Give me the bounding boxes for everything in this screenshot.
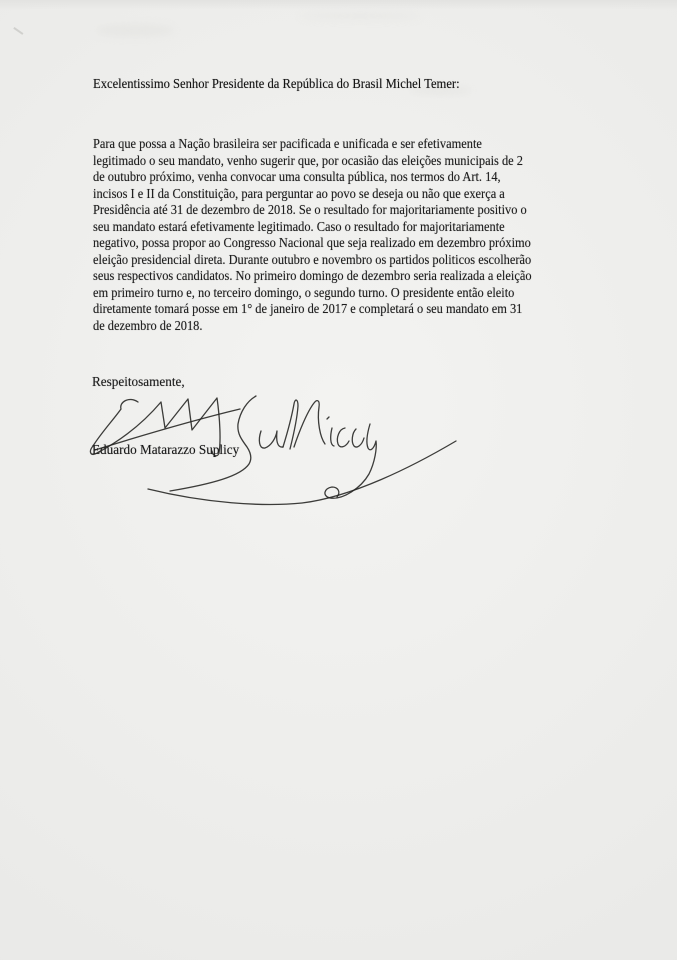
body-line: negativo, possa propor ao Congresso Nacional que seja realizado em dezembro próximo — [93, 235, 531, 251]
body-line: seu mandato estará efetivamente legitimado. Caso o resultado for majoritariamente — [93, 218, 505, 234]
body-line: eleição presidencial direta. Durante outubro e novembro os partidos politicos escolherão — [93, 251, 532, 267]
body-line: de dezembro de 2018. — [93, 318, 203, 334]
body-line: Para que possa a Nação brasileira ser pacificada e unificada e ser efetivamente — [93, 136, 482, 151]
body-line: Presidência até 31 de dezembro de 2018. Se o resultado for majoritariamente positivo o — [93, 202, 527, 218]
body-line: em primeiro turno e, no terceiro domingo, o segundo turno. O presidente então eleito — [93, 284, 515, 300]
salutation-line: Excelentissimo Senhor Presidente da República do Brasil Michel Temer: — [93, 76, 460, 91]
body-line: de outubro próximo, venha convocar uma consulta pública, nos termos do Art. 14, — [93, 169, 501, 185]
closing-line: Respeitosamente, — [92, 374, 185, 389]
scan-smudge — [300, 12, 420, 20]
scan-edge-shadow — [0, 0, 677, 10]
scan-scratch — [14, 27, 24, 35]
body-line: legitimado o seu mandato, venho sugerir que, por ocasião das eleições municipais de 2 — [93, 152, 523, 168]
body-line: incisos I e II da Constituição, para perguntar ao povo se deseja ou não que exerça a — [93, 185, 505, 201]
body-line: diretamente tomará posse em 1° de janeiro de 2017 e completará o seu mandato em 31 — [93, 301, 523, 317]
body-line: seus respectivos candidatos. No primeiro domingo de dezembro seria realizada a eleição — [93, 268, 532, 284]
signer-name: Eduardo Matarazzo Suplicy — [92, 442, 240, 457]
handwritten-signature — [70, 380, 470, 520]
letter-body — [93, 136, 532, 335]
scan-smudge — [95, 24, 175, 37]
